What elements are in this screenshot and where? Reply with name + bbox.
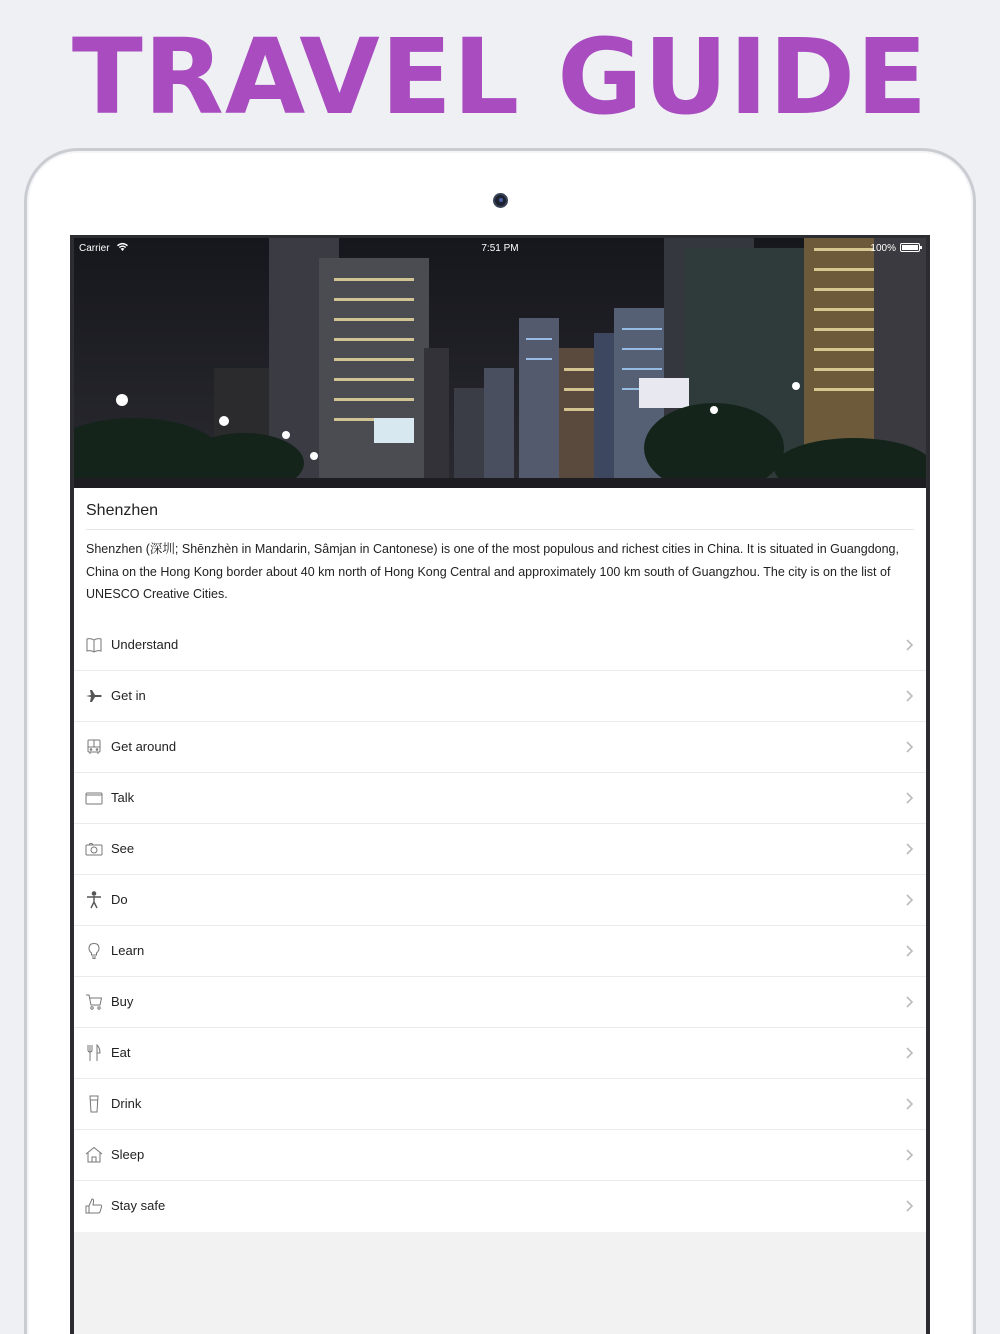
section-item-talk[interactable]	[74, 773, 926, 824]
status-time: 7:51 PM	[481, 243, 519, 254]
section-label: Get in	[111, 687, 146, 703]
chevron-right-icon	[904, 1148, 914, 1162]
book-icon	[85, 636, 103, 654]
cart-icon	[85, 993, 103, 1011]
chevron-right-icon	[904, 791, 914, 805]
section-item-see[interactable]	[74, 824, 926, 875]
chevron-right-icon	[904, 1199, 914, 1213]
bus-icon	[85, 738, 103, 756]
chevron-right-icon	[904, 1097, 914, 1111]
section-label: Get around	[111, 738, 177, 754]
battery-percentage: 100%	[870, 243, 896, 254]
section-label: Do	[111, 891, 128, 907]
section-item-get-around[interactable]	[74, 722, 926, 773]
chevron-right-icon	[904, 995, 914, 1009]
section-label: See	[111, 840, 135, 856]
section-item-do[interactable]	[74, 875, 926, 926]
house-icon	[85, 1146, 103, 1164]
chevron-right-icon	[904, 842, 914, 856]
speech-icon	[85, 789, 103, 807]
camera-icon	[85, 840, 103, 858]
chevron-right-icon	[904, 638, 914, 652]
section-label: Stay safe	[111, 1197, 166, 1213]
chevron-right-icon	[904, 740, 914, 754]
glass-icon	[85, 1095, 103, 1113]
section-item-drink[interactable]	[74, 1079, 926, 1130]
section-item-sleep[interactable]	[74, 1130, 926, 1181]
city-description: Shenzhen (深圳; Shēnzhèn in Mandarin, Sâmjan in Cantonese) is one of the most populous and richest cities in China. It is situated in Guangdong, China on the Hong Kong border about 40 km north of Hong Kong Central and approximately 100 km south of Guangzhou. The city is on the list of UNESCO Creative Cities.	[86, 542, 899, 601]
section-label: Eat	[111, 1044, 131, 1060]
city-night-skyline	[74, 238, 926, 488]
front-camera	[493, 193, 508, 208]
status-bar	[74, 238, 926, 258]
chevron-right-icon	[904, 1046, 914, 1060]
section-label: Understand	[111, 636, 179, 652]
city-title: Shenzhen	[86, 488, 914, 530]
section-label: Buy	[111, 993, 134, 1009]
section-label: Sleep	[111, 1146, 145, 1162]
thumbs-up-icon	[85, 1197, 103, 1215]
section-list	[74, 620, 926, 1232]
section-label: Learn	[111, 942, 145, 958]
section-label: Drink	[111, 1095, 142, 1111]
battery-icon	[900, 243, 920, 252]
section-label: Talk	[111, 789, 135, 805]
fork-knife-icon	[85, 1044, 103, 1062]
chevron-right-icon	[904, 893, 914, 907]
city-detail	[74, 488, 926, 1232]
airplane-icon	[85, 687, 103, 705]
section-item-eat[interactable]	[74, 1028, 926, 1079]
city-header-image	[74, 238, 926, 488]
chevron-right-icon	[904, 689, 914, 703]
section-item-stay-safe[interactable]	[74, 1181, 926, 1232]
section-item-understand[interactable]	[74, 620, 926, 671]
section-item-get-in[interactable]	[74, 671, 926, 722]
carrier-label: Carrier	[79, 243, 110, 254]
chevron-right-icon	[904, 944, 914, 958]
person-icon	[85, 891, 103, 909]
device-screen	[70, 235, 930, 1334]
promo-title: TRAVEL GUIDE	[71, 16, 929, 138]
section-item-buy[interactable]	[74, 977, 926, 1028]
section-item-learn[interactable]	[74, 926, 926, 977]
lightbulb-icon	[85, 942, 103, 960]
